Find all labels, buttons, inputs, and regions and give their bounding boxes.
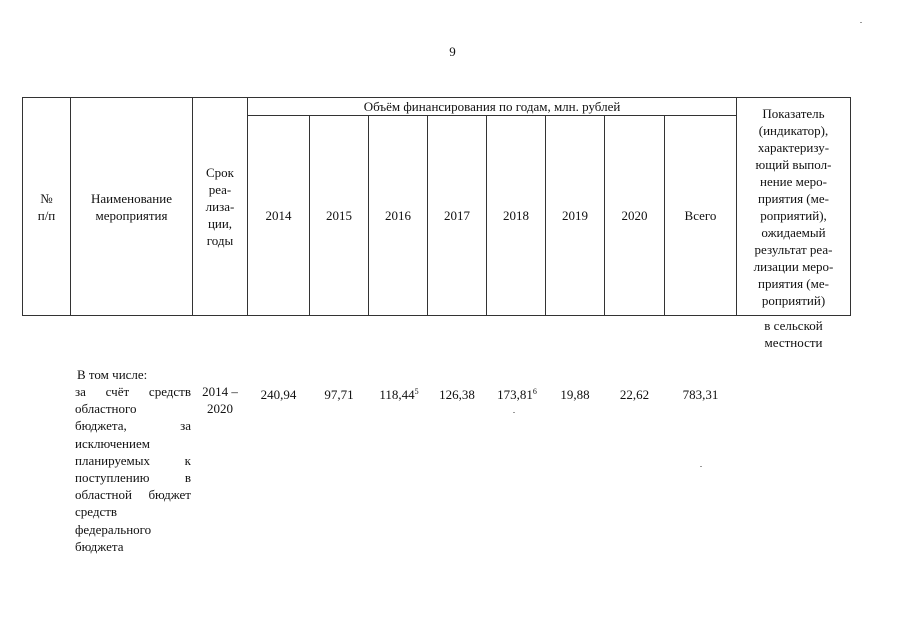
header-indicator: Показатель (индикатор), характеризу- ющий выпол- нение меро- приятия (ме- роприятий), ожидаемый результат реа- лизации меро- приятия (ме- роприятий): [753, 105, 834, 308]
header-funding-group: Объём финансирования по годам, млн. рублей: [363, 99, 621, 114]
header-num: № п/п: [37, 190, 56, 223]
row-value-2019: 19,88: [560, 387, 590, 402]
header-year: 2017: [444, 208, 470, 223]
footnote-marker: 5: [414, 387, 419, 396]
row-value-2016: 118,44$^5$: [379, 387, 419, 402]
scan-speck: [700, 466, 702, 467]
header-year: 2016: [385, 208, 411, 223]
row-value-2018: 173,81$^6$: [497, 387, 537, 402]
header-term: Срок реа- лиза- ции, годы: [205, 165, 235, 248]
row-value-2014: 240,94: [260, 387, 297, 402]
header-year: 2020: [621, 208, 648, 223]
header-year: 2019: [562, 208, 588, 223]
row-term: 2014 – 2020: [202, 384, 238, 416]
row-value-2017: 126,38: [439, 387, 475, 402]
footnote-marker: 6: [532, 387, 537, 396]
header-year: 2014: [265, 208, 292, 223]
page-number: 9: [449, 44, 456, 59]
indicator-continued: в сельской местности: [764, 318, 823, 350]
section-label: В том числе:: [77, 367, 148, 382]
table-header-bottom-border: [22, 315, 851, 316]
scan-speck: [513, 412, 515, 413]
row-value-total: 783,31: [682, 387, 719, 402]
col-border: [850, 97, 851, 316]
scan-speck: [860, 22, 862, 23]
row-value-2020: 22,62: [619, 387, 650, 402]
row-value-2015: 97,71: [324, 387, 354, 402]
row-name: за счёт средств областного бюджета, за исключением планируемых к поступлению в областной бюджет средств федерального бюджета: [75, 384, 191, 554]
header-year: 2018: [503, 208, 529, 223]
header-year: 2015: [326, 208, 352, 223]
header-total: Всего: [684, 208, 717, 223]
header-name: Наименование мероприятия: [91, 190, 172, 223]
